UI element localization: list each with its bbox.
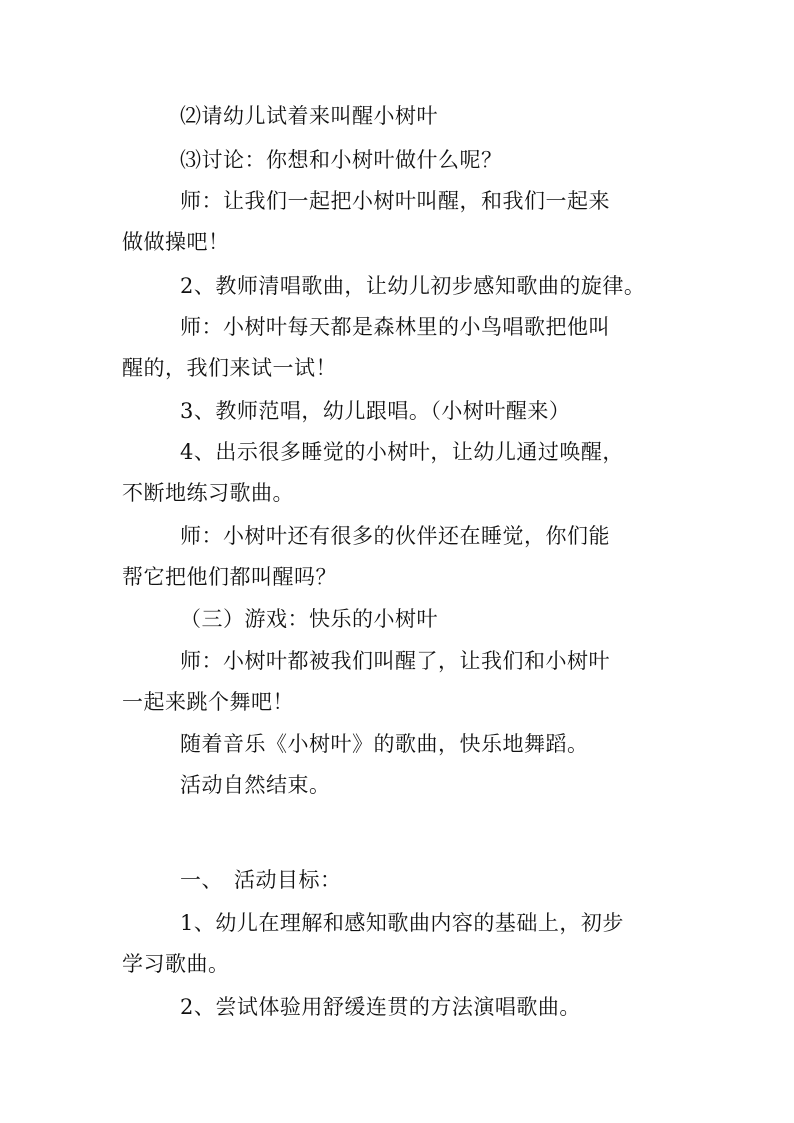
teacher-line-4a: 师：小树叶都被我们叫醒了，让我们和小树叶 [180, 649, 610, 673]
teacher-line-1b: 做做操吧！ [122, 230, 230, 254]
objective-2: 2、尝试体验用舒缓连贯的方法演唱歌曲。 [180, 995, 581, 1019]
step-4-show-leaves-b: 不断地练习歌曲。 [122, 481, 294, 505]
step-2-teacher-sings: 2、教师清唱歌曲，让幼儿初步感知歌曲的旋律。 [180, 274, 646, 298]
section-3-game-heading: （三）游戏：快乐的小树叶 [180, 607, 438, 631]
activity-end: 活动自然结束。 [180, 773, 331, 797]
step-wake-leaf: ⑵请幼儿试着来叫醒小树叶 [180, 104, 438, 128]
teacher-line-1a: 师：让我们一起把小树叶叫醒，和我们一起来 [180, 189, 610, 213]
teacher-line-2a: 师：小树叶每天都是森林里的小鸟唱歌把他叫 [180, 315, 610, 339]
objective-1b: 学习歌曲。 [122, 952, 230, 976]
dance-line: 随着音乐《小树叶》的歌曲，快乐地舞蹈。 [180, 732, 589, 756]
teacher-line-2b: 醒的，我们来试一试！ [122, 356, 337, 380]
step-3-demo-sing: 3、教师范唱，幼儿跟唱。（小树叶醒来） [180, 399, 571, 423]
teacher-line-3a: 师：小树叶还有很多的伙伴还在睡觉，你们能 [180, 524, 610, 548]
objective-1a: 1、幼儿在理解和感知歌曲内容的基础上，初步 [180, 911, 624, 935]
teacher-line-4b: 一起来跳个舞吧！ [122, 690, 294, 714]
objectives-heading: 一、 活动目标： [180, 868, 342, 892]
teacher-line-3b: 帮它把他们都叫醒吗？ [122, 565, 337, 589]
step-discussion: ⑶讨论：你想和小树叶做什么呢？ [180, 148, 503, 172]
step-4-show-leaves-a: 4、出示很多睡觉的小树叶，让幼儿通过唤醒， [180, 440, 624, 464]
